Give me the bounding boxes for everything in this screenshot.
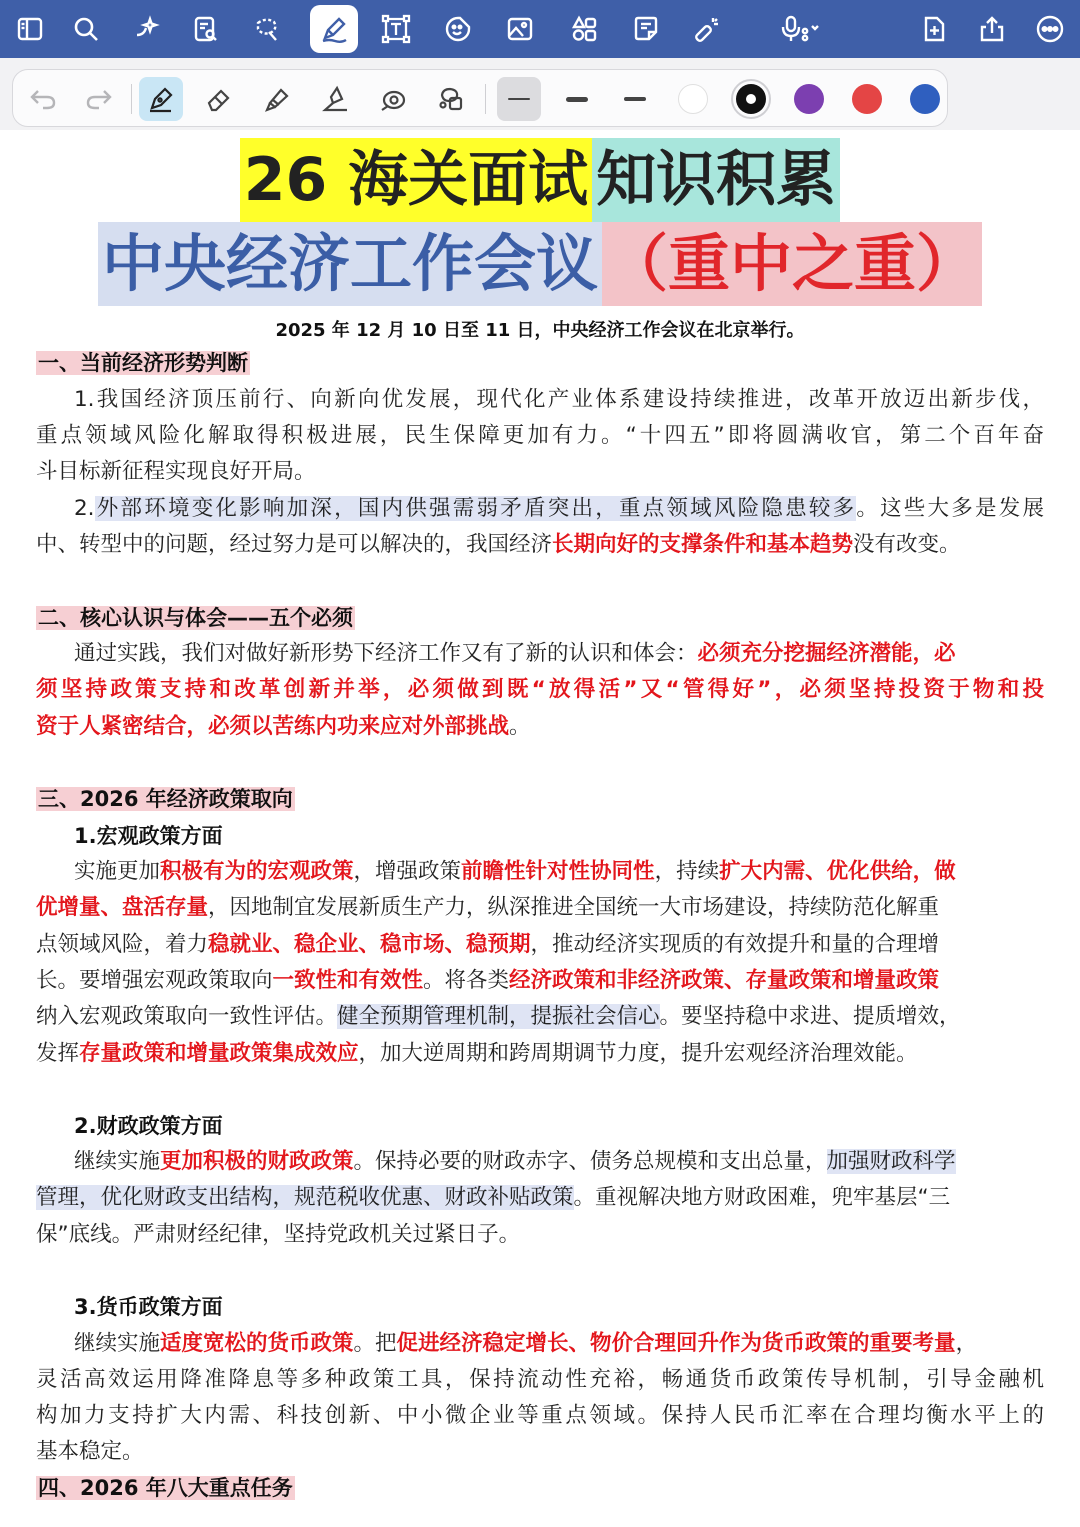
more-icon[interactable] bbox=[1026, 5, 1074, 53]
subtitle-part-2: （重中之重） bbox=[602, 222, 982, 306]
color-swatch-red[interactable] bbox=[845, 77, 889, 121]
title-part-2: 知识积累 bbox=[592, 138, 840, 222]
toolstrip-divider bbox=[131, 84, 132, 114]
paragraph-line: 继续实施适度宽松的货币政策。把促进经济稳定增长、物价合理回升作为货币政策的重要考量， bbox=[74, 1331, 978, 1356]
subtitle-part-1: 中央经济工作会议 bbox=[98, 222, 602, 306]
paragraph-line: 发挥存量政策和增量政策集成效应，加大逆周期和跨周期调节力度，提升宏观经济治理效能。 bbox=[36, 1041, 918, 1066]
paragraph-line: 长。要增强宏观政策取向一致性和有效性。将各类经济政策和非经济政策、存量政策和增量政策 bbox=[36, 968, 940, 993]
sidebar-icon[interactable] bbox=[6, 5, 54, 53]
paragraph-line: 中、转型中的问题，经过努力是可以解决的，我国经济长期向好的支撑条件和基本趋势没有改变。 bbox=[36, 532, 961, 557]
search-icon[interactable] bbox=[62, 5, 110, 53]
title-part-1: 26 海关面试 bbox=[240, 138, 592, 222]
highlighted-text: 加强财政科学 bbox=[826, 1149, 956, 1174]
paragraph-line: 优增量、盘活存量，因地制宜发展新质生产力，纵深推进全国统一大市场建设，持续防范化解重 bbox=[36, 895, 940, 920]
subsection-heading: 3.货币政策方面 bbox=[74, 1295, 223, 1319]
shapes-icon[interactable] bbox=[560, 5, 608, 53]
document-search-icon[interactable] bbox=[182, 5, 230, 53]
subsection-heading: 1.宏观政策方面 bbox=[74, 824, 223, 848]
pen-icon[interactable] bbox=[310, 5, 358, 53]
text-box-icon[interactable] bbox=[372, 5, 420, 53]
fountain-pen-icon[interactable] bbox=[139, 77, 183, 121]
laser-pointer-icon[interactable] bbox=[684, 5, 732, 53]
note-icon[interactable] bbox=[622, 5, 670, 53]
redo-icon[interactable] bbox=[77, 77, 121, 121]
color-swatch-white[interactable] bbox=[671, 77, 715, 121]
paragraph-line: 2.外部环境变化影响加深，国内供强需弱矛盾突出，重点领域风险隐患较多。这些大多是发展 bbox=[74, 496, 1044, 521]
emphasis-text: 长期向好的支撑条件和基本趋势 bbox=[552, 532, 854, 557]
paragraph-line: 保”底线。严肃财经纪律，坚持党政机关过紧日子。 bbox=[36, 1222, 521, 1247]
paragraph-line: 须坚持政策支持和改革创新并举，必须做到既“放得活”又“管得好”，必须坚持投资于物和投 bbox=[36, 677, 1044, 702]
stroke-width-thick[interactable] bbox=[613, 77, 657, 121]
paragraph-line: 资于人紧密结合，必须以苦练内功来应对外部挑战。 bbox=[36, 714, 531, 739]
paragraph-line: 实施更加积极有为的宏观政策，增强政策前瞻性针对性协同性，持续扩大内需、优化供给，做 bbox=[74, 859, 956, 884]
lasso-select-icon[interactable] bbox=[429, 77, 473, 121]
eraser-icon[interactable] bbox=[197, 77, 241, 121]
stroke-width-medium[interactable] bbox=[555, 77, 599, 121]
sticker-icon[interactable] bbox=[434, 5, 482, 53]
paragraph-line: 管理，优化财政支出结构，规范税收优惠、财政补贴政策。重视解决地方财政困难，兜牢基层“三 bbox=[36, 1185, 951, 1210]
sparkle-icon[interactable] bbox=[122, 5, 170, 53]
lasso-icon[interactable] bbox=[242, 5, 290, 53]
image-icon[interactable] bbox=[496, 5, 544, 53]
section-heading-1: 一、当前经济形势判断 bbox=[38, 351, 248, 375]
highlighted-text: 外部环境变化影响加深，国内供强需弱矛盾突出，重点领域风险隐患较多 bbox=[94, 496, 857, 521]
emphasis-text: 资于人紧密结合，必须以苦练内功来应对外部挑战 bbox=[36, 714, 510, 739]
stroke-width-thin[interactable] bbox=[497, 77, 541, 121]
paragraph-line: 纳入宏观政策取向一致性评估。健全预期管理机制，提振社会信心。要坚持稳中求进、提质增效， bbox=[36, 1004, 961, 1029]
toolstrip-divider bbox=[485, 84, 486, 114]
shape-icon[interactable] bbox=[371, 77, 415, 121]
paragraph-line: 通过实践，我们对做好新形势下经济工作又有了新的认识和体会：必须充分挖掘经济潜能，必 bbox=[74, 641, 956, 666]
highlighted-text: 管理，优化财政支出结构，规范税收优惠、财政补贴政策 bbox=[36, 1185, 574, 1210]
paragraph-line: 基本稳定。 bbox=[36, 1439, 144, 1464]
undo-icon[interactable] bbox=[21, 77, 65, 121]
paragraph-line: 点领域风险，着力稳就业、稳企业、稳市场、稳预期，推动经济实现质的有效提升和量的合理增 bbox=[36, 932, 940, 957]
section-heading-3: 三、2026 年经济政策取向 bbox=[38, 787, 293, 811]
share-icon[interactable] bbox=[968, 5, 1016, 53]
brush-icon[interactable] bbox=[313, 77, 357, 121]
color-swatch-black[interactable] bbox=[729, 77, 773, 121]
app-toolbar bbox=[0, 0, 1080, 58]
meeting-date-line: 2025 年 12 月 10 日至 11 日，中央经济工作会议在北京举行。 bbox=[275, 320, 805, 341]
paragraph-line: 灵活高效运用降准降息等多种政策工具，保持流动性充裕，畅通货币政策传导机制，引导金融机 bbox=[36, 1367, 1044, 1392]
page-subtitle bbox=[0, 222, 1080, 306]
emphasis-text: 必须充分挖掘经济潜能，必 bbox=[697, 641, 956, 666]
pen-toolstrip bbox=[12, 69, 948, 127]
paragraph-line: 重点领域风险化解取得积极进展，民生保障更加有力。“十四五”即将圆满收官，第二个百年奋 bbox=[36, 423, 1044, 448]
highlighted-text: 健全预期管理机制，提振社会信心 bbox=[337, 1004, 660, 1029]
color-swatch-purple[interactable] bbox=[787, 77, 831, 121]
page-title bbox=[0, 138, 1080, 222]
microphone-icon[interactable] bbox=[764, 5, 836, 53]
color-swatch-blue[interactable] bbox=[903, 77, 947, 121]
paragraph-line: 构加力支持扩大内需、科技创新、中小微企业等重点领域。保持人民币汇率在合理均衡水平上的 bbox=[36, 1403, 1044, 1428]
paragraph-line: 1.我国经济顶压前行、向新向优发展，现代化产业体系建设持续推进，改革开放迈出新步伐， bbox=[74, 387, 1044, 412]
section-heading-4: 四、2026 年八大重点任务 bbox=[38, 1476, 293, 1500]
section-heading-2: 二、核心认识与体会——五个必须 bbox=[38, 606, 353, 630]
highlighter-icon[interactable] bbox=[255, 77, 299, 121]
paragraph-line: 继续实施更加积极的财政政策。保持必要的财政赤字、债务总规模和支出总量，加强财政科学 bbox=[74, 1149, 956, 1174]
subsection-heading: 2.财政政策方面 bbox=[74, 1114, 223, 1138]
add-page-icon[interactable] bbox=[910, 5, 958, 53]
paragraph-line: 斗目标新征程实现良好开局。 bbox=[36, 459, 316, 484]
